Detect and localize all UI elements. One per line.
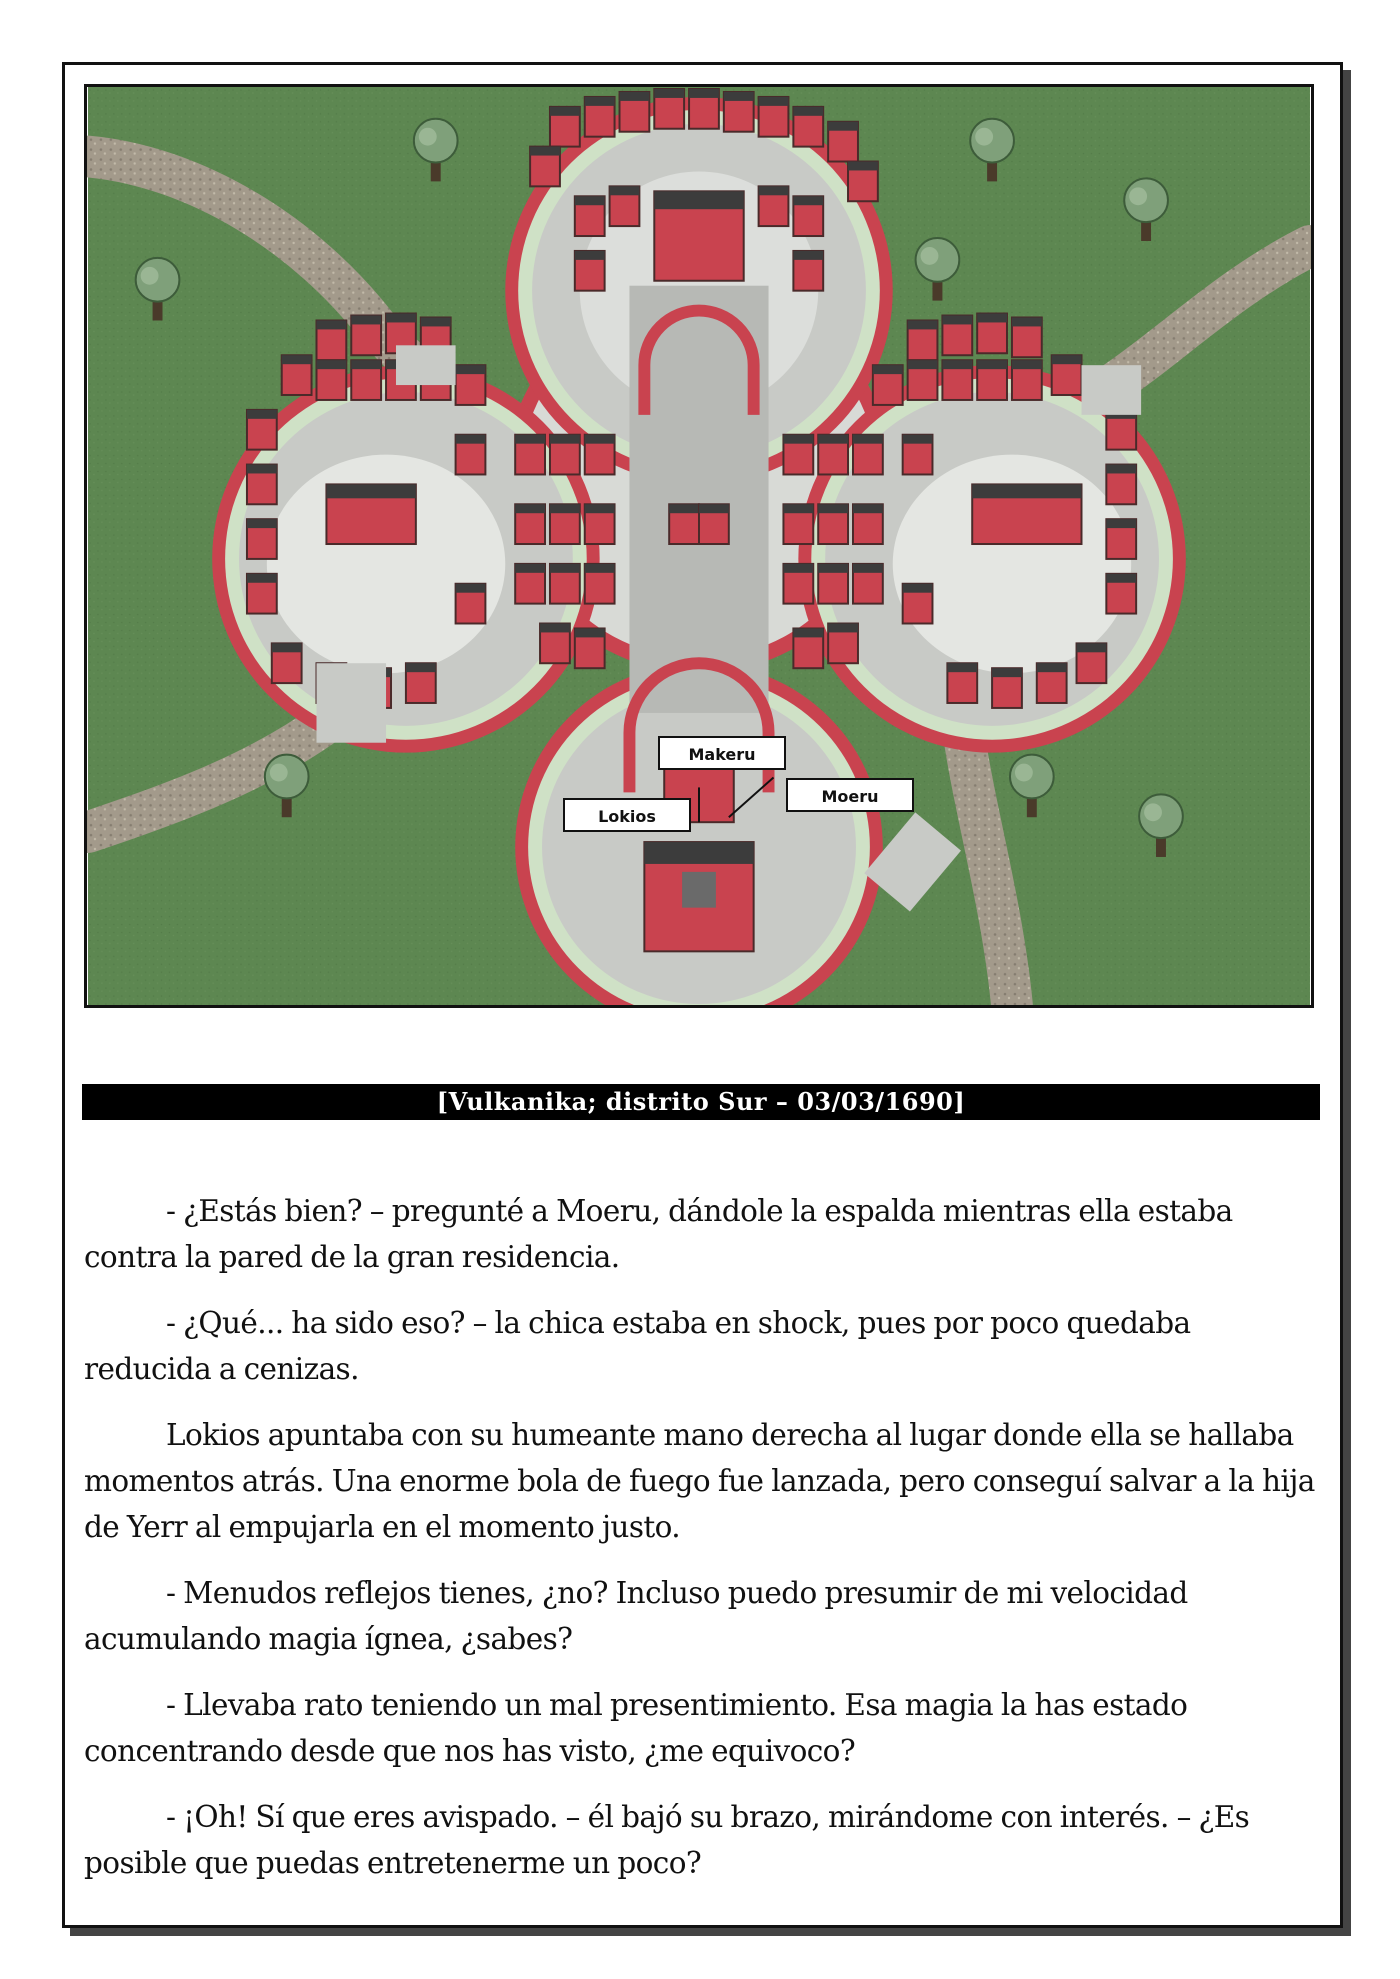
scene-caption: [Vulkanika; distrito Sur – 03/03/1690] (82, 1084, 1320, 1120)
map-label-lokios: Lokios (563, 798, 691, 832)
story-text (84, 1188, 1316, 1906)
district-map (84, 84, 1314, 1008)
map-label-makeru: Makeru (658, 736, 786, 770)
map-illustration (87, 87, 1311, 1005)
paragraph: - ¿Qué... ha sido eso? – la chica estaba en shock, pues por poco quedaba reducida a cenizas. (84, 1306, 1191, 1386)
paragraph: - Menudos reflejos tienes, ¿no? Incluso puedo presumir de mi velocidad acumulando magia ígnea, ¿sabes? (84, 1576, 1188, 1656)
map-label-moeru: Moeru (786, 778, 914, 812)
paragraph: - ¡Oh! Sí que eres avispado. – él bajó su brazo, mirándome con interés. – ¿Es posible que puedas entretenerme un poco? (84, 1800, 1250, 1880)
paragraph: - ¿Estás bien? – pregunté a Moeru, dándole la espalda mientras ella estaba contra la pared de la gran residencia. (84, 1194, 1233, 1274)
paragraph: Lokios apuntaba con su humeante mano derecha al lugar donde ella se hallaba momentos atrás. Una enorme bola de fuego fue lanzada, pero conseguí salvar a la hija de Yerr al empujarla en el momento justo. (84, 1418, 1315, 1544)
paragraph: - Llevaba rato teniendo un mal presentimiento. Esa magia la has estado concentrando desde que nos has visto, ¿me equivoco? (84, 1688, 1188, 1768)
